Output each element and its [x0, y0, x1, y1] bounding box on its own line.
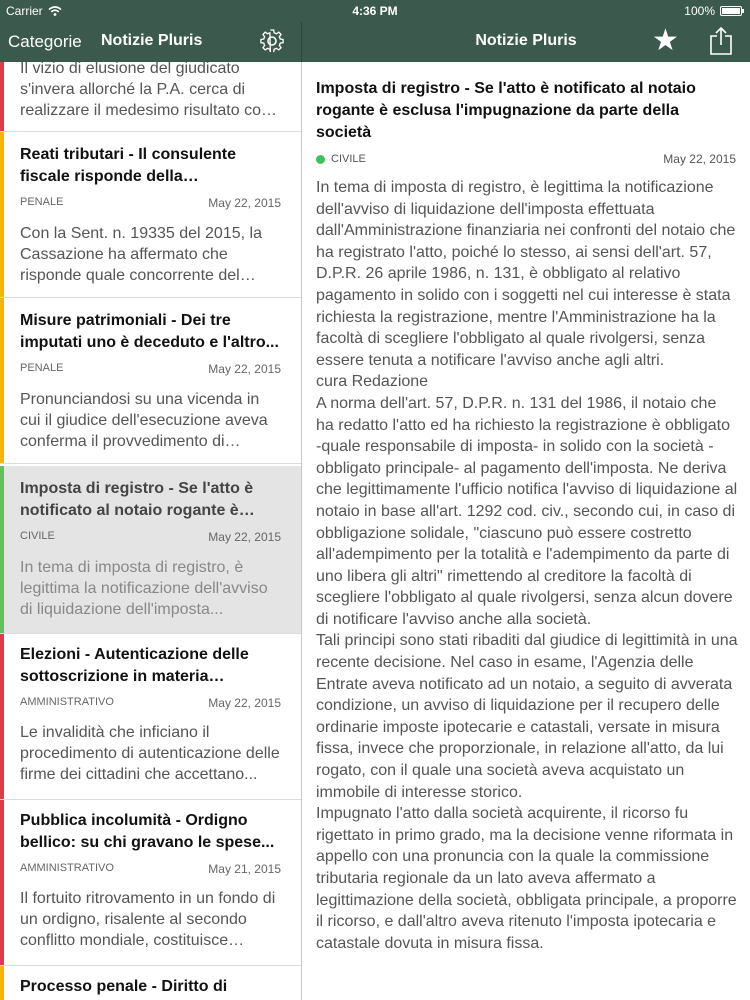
category-color-bar [0, 634, 4, 799]
list-item[interactable] [0, 62, 301, 132]
gear-icon[interactable] [258, 27, 286, 55]
list-item-date: May 22, 2015 [208, 530, 281, 544]
list-item-meta [20, 530, 281, 544]
list-item[interactable] [0, 132, 301, 298]
article-nav-title: Notizie Pluris [475, 32, 577, 49]
list-item-excerpt: Il vizio di elusione del giudicato s'invera allorché la P.A. cerca di realizzare il medesimo risultato con [20, 62, 270, 119]
list-title: Notizie Pluris [101, 32, 203, 49]
status-time: 4:36 PM [352, 4, 398, 18]
list-item-excerpt: Le invalidità che inficiano il procedimento di autenticazione delle firme dei cittadini che accettano... [20, 724, 280, 783]
list-item[interactable] [0, 634, 301, 800]
list-item-selected[interactable] [0, 466, 301, 634]
category-dot-icon [316, 155, 325, 164]
category-color-bar [0, 466, 4, 633]
categories-button[interactable]: Categorie [8, 32, 82, 51]
list-item-category: AMMINISTRATIVO [20, 696, 114, 708]
article-meta [316, 152, 736, 166]
share-icon[interactable] [708, 26, 734, 56]
list-item-title: Reati tributari - Il consulente fiscale risponde della [20, 146, 237, 185]
article-body: In tema di imposta di registro, è legittima la notificazione dell'avviso di liquidazione dell'imposta effettuata dall'Amministrazione finanziaria nei confronti del notaio che ha registrato l'atto, poiché lo stesso, ai sensi dell'art. 57, D.P.R. 26 aprile 1986, n. 131, è obbligato al relativo pagamento in solido con i soggetti nel cui interesse è stata richiesta la registrazione, mentre l'Amministrazione ha la facoltà di scegliere l'obbligato al quale rivolgersi, senza essere tenuta a notificare l'avviso anche agli altri. cura Redazione A norma dell'art. 57, D.P.R. n. 131 del 1986, il notaio che ha redatto l'atto ed ha richiesto la registrazione è obbligato -quale responsabile di imposta- in solido con la società -obbligato principale- al pagamento dell'imposta. Ne deriva che legittimamente l'ufficio notifica l'avviso di liquidazione al notaio in base all'art. 1292 cod. civ., secondo cui, in caso di obbligazione solidale, "ciascuno può essere costretto all'adempimento per la totalità e l'adempimento da parte di uno libera gli altri" rimettendo al creditore la facoltà di scegliere l'obbligato al quale rivolgersi, senza alcun dovere di notificare l'avviso anche alla società. Tali principi sono stati ribaditi dal giudice di legittimità in una recente decisione. Nel caso in esame, l'Agenzia delle Entrate aveva notificato ad un notaio, a seguito di avverata condizione, un avviso di liquidazione per il recupero delle ordinarie imposte ipotecarie e catastali, versate in misura fissa, invece che proporzionale, in relazione all'atto, da lui rogato, con il quale una società aveva acquistato un immobile di interesse storico. Impugnato l'atto dalla società acquirente, il ricorso fu rigettato in primo grado, ma la decisione venne riformata in appello con una pronuncia con la quale la commissione tributaria regionale da un lato aveva affermato a legittimazione della società, obbligata principale, a proporre il ricorso, e dall'altro aveva ritenuto l'imposta ipotecaria e catastale dovuta in misura fissa. [316, 179, 738, 952]
battery-icon [720, 6, 742, 16]
list-item-date: May 22, 2015 [208, 196, 281, 210]
category-color-bar [0, 298, 4, 463]
list-item-title: Elezioni - Autenticazione delle sottoscrizione in materia [20, 646, 249, 685]
list-item-meta [20, 696, 281, 710]
article-title: Imposta di registro - Se l'atto è notificato al notaio rogante è esclusa l'impugnazione da parte della società [316, 80, 696, 141]
carrier-label: Carrier [6, 4, 43, 18]
list-item-title: Pubblica incolumità - Ordigno bellico: su chi gravano le spese... [20, 812, 275, 851]
list-item-title: Imposta di registro - Se l'atto è notificato al notaio rogante è [20, 480, 254, 519]
list-item-category: CIVILE [20, 530, 55, 542]
list-item-excerpt: Pronunciandosi su una vicenda in cui il giudice dell'esecuzione aveva conferma il provvedimento di [20, 391, 268, 450]
list-item-meta [20, 862, 281, 876]
status-bar [0, 0, 750, 22]
list-item-title: Processo penale - Diritto di [20, 978, 228, 995]
list-item-date: May 21, 2015 [208, 862, 281, 876]
top-bar [0, 0, 750, 62]
article-view[interactable] [302, 62, 750, 1000]
news-list[interactable] [0, 62, 301, 1000]
article-date: May 22, 2015 [663, 152, 736, 166]
list-item-category: AMMINISTRATIVO [20, 862, 114, 874]
list-item-meta [20, 196, 281, 210]
list-item-excerpt: In tema di imposta di registro, è legittima la notificazione dell'avviso di liquidazione dell'imposta... [20, 559, 268, 618]
list-item-category: PENALE [20, 362, 64, 374]
list-item[interactable] [0, 966, 301, 1000]
list-item[interactable] [0, 800, 301, 966]
article-category-label: CIVILE [331, 153, 366, 165]
category-color-bar [0, 800, 4, 965]
list-item-meta [20, 362, 281, 376]
list-item-date: May 22, 2015 [208, 362, 281, 376]
list-item-category: PENALE [20, 196, 64, 208]
category-color-bar [0, 62, 4, 131]
list-item[interactable] [0, 298, 301, 464]
list-item-title: Misure patrimoniali - Dei tre imputati uno è deceduto e l'altro... [20, 312, 279, 351]
list-item-date: May 22, 2015 [208, 696, 281, 710]
category-color-bar [0, 132, 4, 297]
list-item-excerpt: Il fortuito ritrovamento in un fondo di un ordigno, risalente al secondo conflitto mondiale, costituisce [20, 890, 276, 949]
battery-label: 100% [684, 4, 715, 18]
article-category [316, 152, 366, 166]
article-nav-bar [302, 22, 750, 62]
battery-status [684, 4, 742, 18]
list-item-excerpt: Con la Sent. n. 19335 del 2015, la Cassazione ha affermato che risponde quale concorrente del [20, 225, 262, 284]
list-nav-bar [0, 22, 301, 62]
star-icon[interactable]: ★ [652, 24, 679, 57]
category-color-bar [0, 966, 4, 1000]
